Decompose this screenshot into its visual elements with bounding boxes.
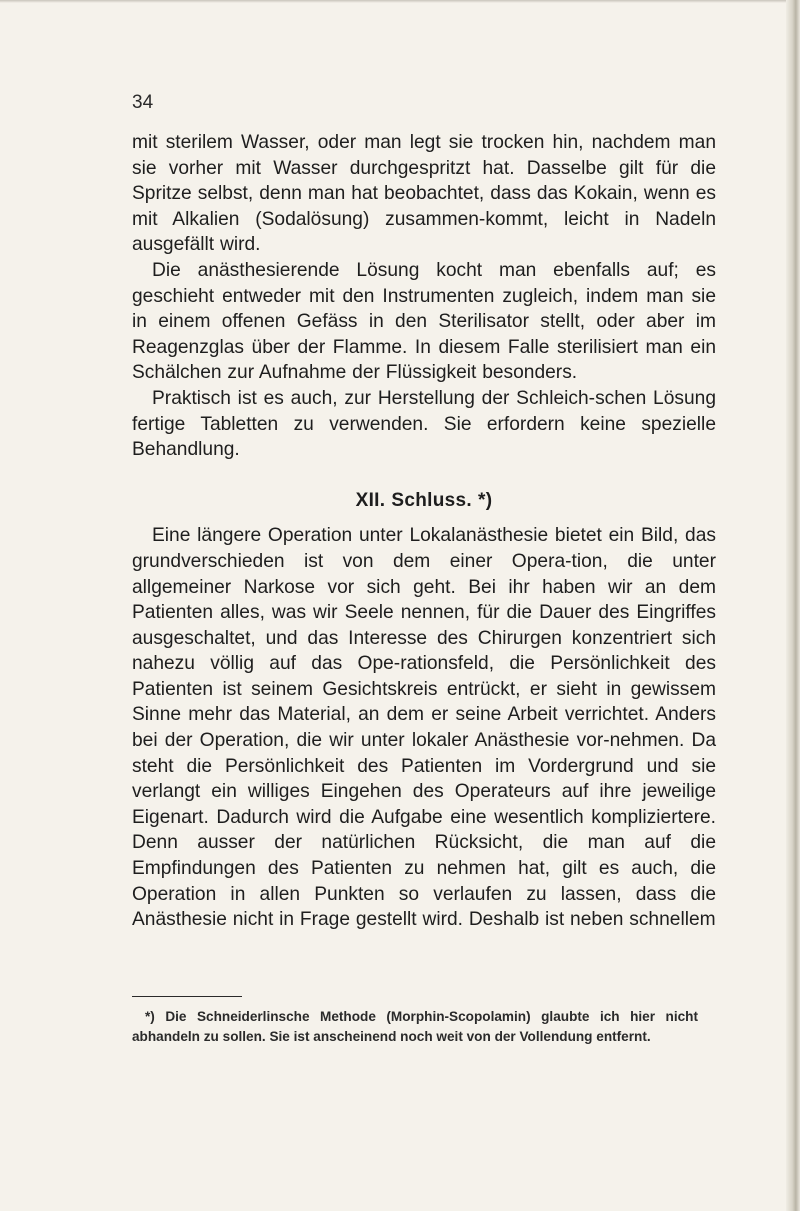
page-binding-edge bbox=[786, 0, 800, 1211]
body-text bbox=[132, 130, 716, 933]
footnote-divider bbox=[132, 996, 242, 997]
paragraph-1: mit sterilem Wasser, oder man legt sie trocken hin, nachdem man sie vorher mit Wasser durchgespritzt hat. Dasselbe gilt für die Spritze selbst, denn man hat beobachtet, dass das Kokain, wenn es mit Alkalien (Sodalösung) zusammen-kommt, leicht in Nadeln ausgefällt wird. bbox=[132, 132, 716, 256]
paragraph-3: Praktisch ist es auch, zur Herstellung der Schleich-schen Lösung fertige Tabletten zu verwenden. Sie erfordern keine spezielle Behandlung. bbox=[132, 387, 716, 461]
footnote: *) Die Schneiderlinsche Methode (Morphin-Scopolamin) glaubte ich hier nicht abhandeln zu sollen. Sie ist anscheinend noch weit von der Vollendung entfernt. bbox=[132, 1009, 698, 1044]
section-heading: XII. Schluss. *) bbox=[355, 489, 493, 511]
paragraph-2: Die anästhesierende Lösung kocht man ebenfalls auf; es geschieht entweder mit den Instrumenten zugleich, indem man sie in einem offenen Gefäss in den Sterilisator stellt, oder aber im Reagenzglas über der Flamme. In diesem Falle sterilisiert man ein Schälchen zur Aufnahme der Flüssigkeit besonders. bbox=[132, 259, 716, 384]
paragraph-4: Eine längere Operation unter Lokalanästhesie bietet ein Bild, das grundverschieden ist von dem einer Opera-tion, die unter allgemeiner Narkose vor sich geht. Bei ihr haben wir an dem Patienten alles, was wir Seele nennen, für die Dauer des Eingriffes ausgeschaltet, und das Interesse des Chirurgen konzentriert sich nahezu völlig auf das Ope-rationsfeld, die Persönlichkeit des Patienten ist seinem Gesichtskreis entrückt, er sieht in gewissem Sinne mehr das Material, an dem er seine Arbeit verrichtet. Anders bei der Operation, die wir unter lokaler Anästhesie vor-nehmen. Da steht die Persönlichkeit des Patienten im Vordergrund und sie verlangt ein williges Eingehen des Operateurs auf ihre jeweilige Eigenart. Dadurch wird die Aufgabe eine wesentlich kompliziertere. Denn ausser der natürlichen Rücksicht, die man auf die Empfindungen des Patienten zu nehmen hat, gilt es auch, die Operation in allen Punkten so verlaufen zu lassen, dass die Anästhesie nicht in Frage gestellt wird. Deshalb ist neben schnellem bbox=[132, 525, 716, 931]
page-number: 34 bbox=[132, 92, 154, 113]
page-top-edge bbox=[0, 0, 800, 3]
